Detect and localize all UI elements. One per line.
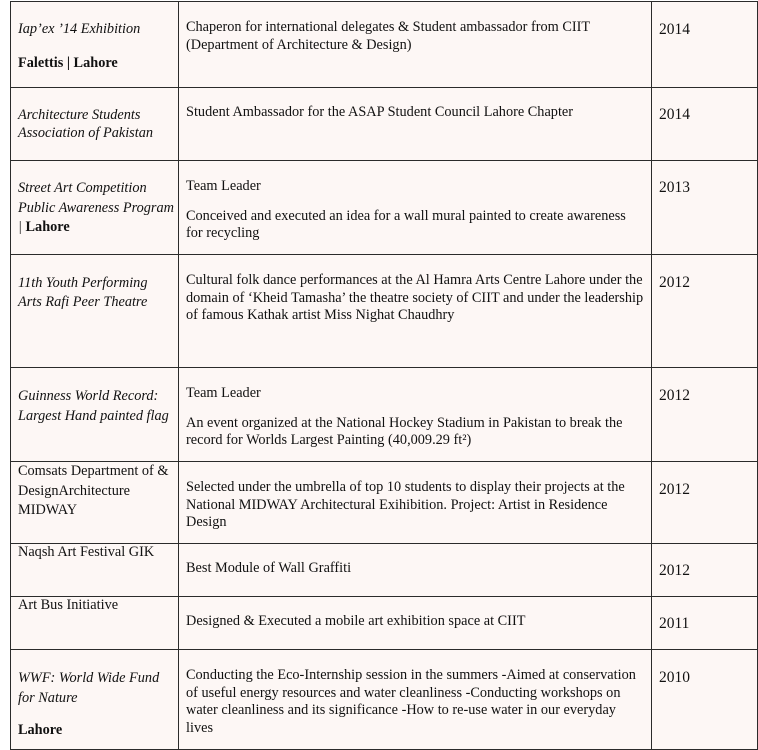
year-text: 2012 <box>659 274 690 291</box>
year-text: 2014 <box>659 21 690 38</box>
event-cell <box>11 88 179 161</box>
description-text: An event organized at the National Hockey Stadium in Pakistan to break the record for Worlds Largest Painting (40,009.29 ft²) <box>186 414 623 448</box>
event-cell <box>11 462 179 544</box>
description-text: Conceived and executed an idea for a wall mural painted to create awareness for recycling <box>186 207 626 241</box>
description-text: Designed & Executed a mobile art exhibition space at CIIT <box>186 613 526 629</box>
description-text: Conducting the Eco-Internship session in the summers -Aimed at conservation of useful energy resources and water cleanliness -Conducting workshops on water cleanliness and its significance -How to re-use water in our everyday lives <box>186 667 636 736</box>
table-row <box>11 597 758 650</box>
table-row <box>11 462 758 544</box>
event-name: Architecture Students Association of Pakistan <box>18 107 154 141</box>
event-location: Falettis | Lahore <box>18 54 118 71</box>
year-cell <box>652 650 758 750</box>
description-cell <box>179 161 652 255</box>
year-text: 2013 <box>659 179 690 196</box>
role-text: Team Leader <box>186 178 261 194</box>
year-cell <box>652 161 758 255</box>
event-cell <box>11 255 179 368</box>
role-text: Team Leader <box>186 385 261 401</box>
year-cell <box>652 2 758 88</box>
description-cell <box>179 368 652 462</box>
experience-table <box>10 1 758 750</box>
year-cell <box>652 88 758 161</box>
table-row <box>11 368 758 462</box>
year-text: 2010 <box>659 669 690 686</box>
description-text: Selected under the umbrella of top 10 students to display their projects at the National MIDWAY Architectural Exihibition. Project: Artist in Residence Design <box>186 479 625 530</box>
year-cell <box>652 544 758 597</box>
year-text: 2011 <box>659 615 690 632</box>
event-cell <box>11 368 179 462</box>
description-text: Chaperon for international delegates & Student ambassador from CIIT (Department of Architecture & Design) <box>186 19 590 53</box>
event-name: Iap’ex ’14 Exhibition <box>18 21 141 37</box>
year-cell <box>652 597 758 650</box>
event-name: Naqsh Art Festival GIK <box>18 544 155 560</box>
description-cell <box>179 88 652 161</box>
event-cell <box>11 597 179 650</box>
year-cell <box>652 368 758 462</box>
event-location: Lahore <box>18 722 63 738</box>
table-row <box>11 2 758 88</box>
event-name: WWF: World Wide Fund for Nature <box>18 670 160 706</box>
description-cell <box>179 255 652 368</box>
description-cell <box>179 597 652 650</box>
year-cell <box>652 255 758 368</box>
event-name: Guinness World Record: Largest Hand painted flag <box>18 388 169 424</box>
year-text: 2012 <box>659 562 690 579</box>
event-name: Comsats Department of & DesignArchitecture MIDWAY <box>18 463 169 518</box>
description-cell <box>179 650 652 750</box>
description-text: Student Ambassador for the ASAP Student Council Lahore Chapter <box>186 104 574 120</box>
table-row <box>11 544 758 597</box>
table-row <box>11 255 758 368</box>
year-text: 2012 <box>659 481 690 498</box>
event-location: Lahore <box>25 219 70 235</box>
event-cell <box>11 161 179 255</box>
description-cell <box>179 544 652 597</box>
year-cell <box>652 462 758 544</box>
event-name: Street Art Competition Public Awareness Program | Lahore <box>18 180 174 235</box>
year-text: 2014 <box>659 106 690 123</box>
table-row <box>11 161 758 255</box>
event-name: Art Bus Initiative <box>18 597 119 613</box>
description-cell <box>179 2 652 88</box>
event-cell <box>11 544 179 597</box>
description-text: Best Module of Wall Graffiti <box>186 560 352 576</box>
description-cell <box>179 462 652 544</box>
year-text: 2012 <box>659 387 690 404</box>
event-cell <box>11 650 179 750</box>
event-cell <box>11 2 179 88</box>
table-row <box>11 650 758 750</box>
event-name: 11th Youth Performing Arts Rafi Peer Theatre <box>18 275 148 310</box>
description-text: Cultural folk dance performances at the Al Hamra Arts Centre Lahore under the domain of ‘Kheid Tamasha’ the theatre society of CIIT and under the leadership of famous Kathak artist Miss Nighat Chaudhry <box>186 272 644 323</box>
table-row <box>11 88 758 161</box>
